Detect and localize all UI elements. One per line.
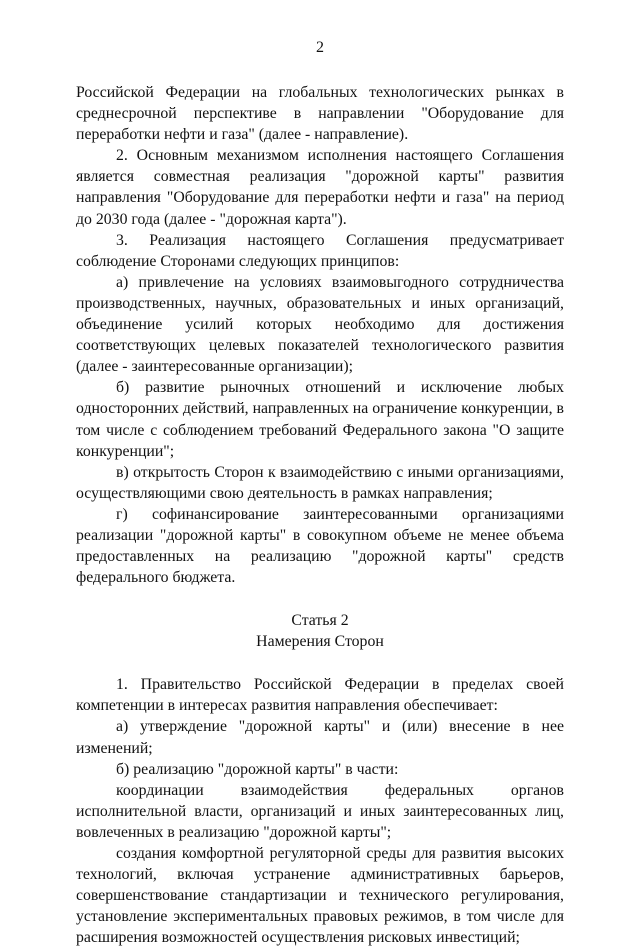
- paragraph: создания комфортной регуляторной среды для развития высоких технологий, включая устранение административных барьеров, совершенствование стандартизации и технического регулирования, установление экспериментальных правовых режимов, в том числе для расширения возможностей осуществления рисковых инвестиций;: [76, 845, 564, 947]
- body-text-top: [76, 82, 564, 588]
- paragraph: б) развитие рыночных отношений и исключение любых односторонних действий, направленных на ограничение конкуренции, в том числе с соблюдением требований Федерального закона "О защите конкуренции";: [76, 379, 564, 460]
- page-number: 2: [316, 39, 324, 56]
- paragraph: в) открытость Сторон к взаимодействию с иными организациями, осуществляющими свою деятельность в рамках направления;: [76, 463, 564, 502]
- paragraph: 1. Правительство Российской Федерации в пределах своей компетенции в интересах развития направления обеспечивает:: [76, 676, 564, 715]
- article-heading: [76, 610, 564, 652]
- paragraph: Российской Федерации на глобальных технологических рынках в среднесрочной перспективе в направлении "Оборудование для переработки нефти и газа" (далее - направление).: [76, 84, 564, 144]
- paragraph: 2. Основным механизмом исполнения настоящего Соглашения является совместная реализация "дорожной карты" развития направления "Оборудование для переработки нефти и газа" на период до 2030 года (далее - "дорожная карта").: [76, 147, 564, 228]
- article-title: Намерения Сторон: [256, 633, 384, 651]
- article-number: Статья 2: [291, 612, 349, 630]
- paragraph: координации взаимодействия федеральных органов исполнительной власти, организаций и иных заинтересованных лиц, вовлеченных в реализацию "дорожной карты";: [76, 781, 564, 841]
- body-text-bottom: [76, 674, 564, 948]
- paragraph: а) привлечение на условиях взаимовыгодного сотрудничества производственных, научных, образовательных и иных организаций, объединение усилий которых необходимо для достижения соответствующих целевых показателей технологического развития (далее - заинтересованные организации);: [76, 273, 564, 376]
- paragraph: 3. Реализация настоящего Соглашения предусматривает соблюдение Сторонами следующих принципов:: [76, 231, 564, 270]
- paragraph: б) реализацию "дорожной карты" в части:: [116, 760, 399, 778]
- document-page: [76, 38, 564, 948]
- paragraph: г) софинансирование заинтересованными организациями реализации "дорожной карты" в совокупном объеме не менее объема предоставленных на реализацию "дорожной карты" средств федерального бюджета.: [76, 505, 564, 587]
- paragraph: а) утверждение "дорожной карты" и (или) внесение в нее изменений;: [76, 718, 564, 757]
